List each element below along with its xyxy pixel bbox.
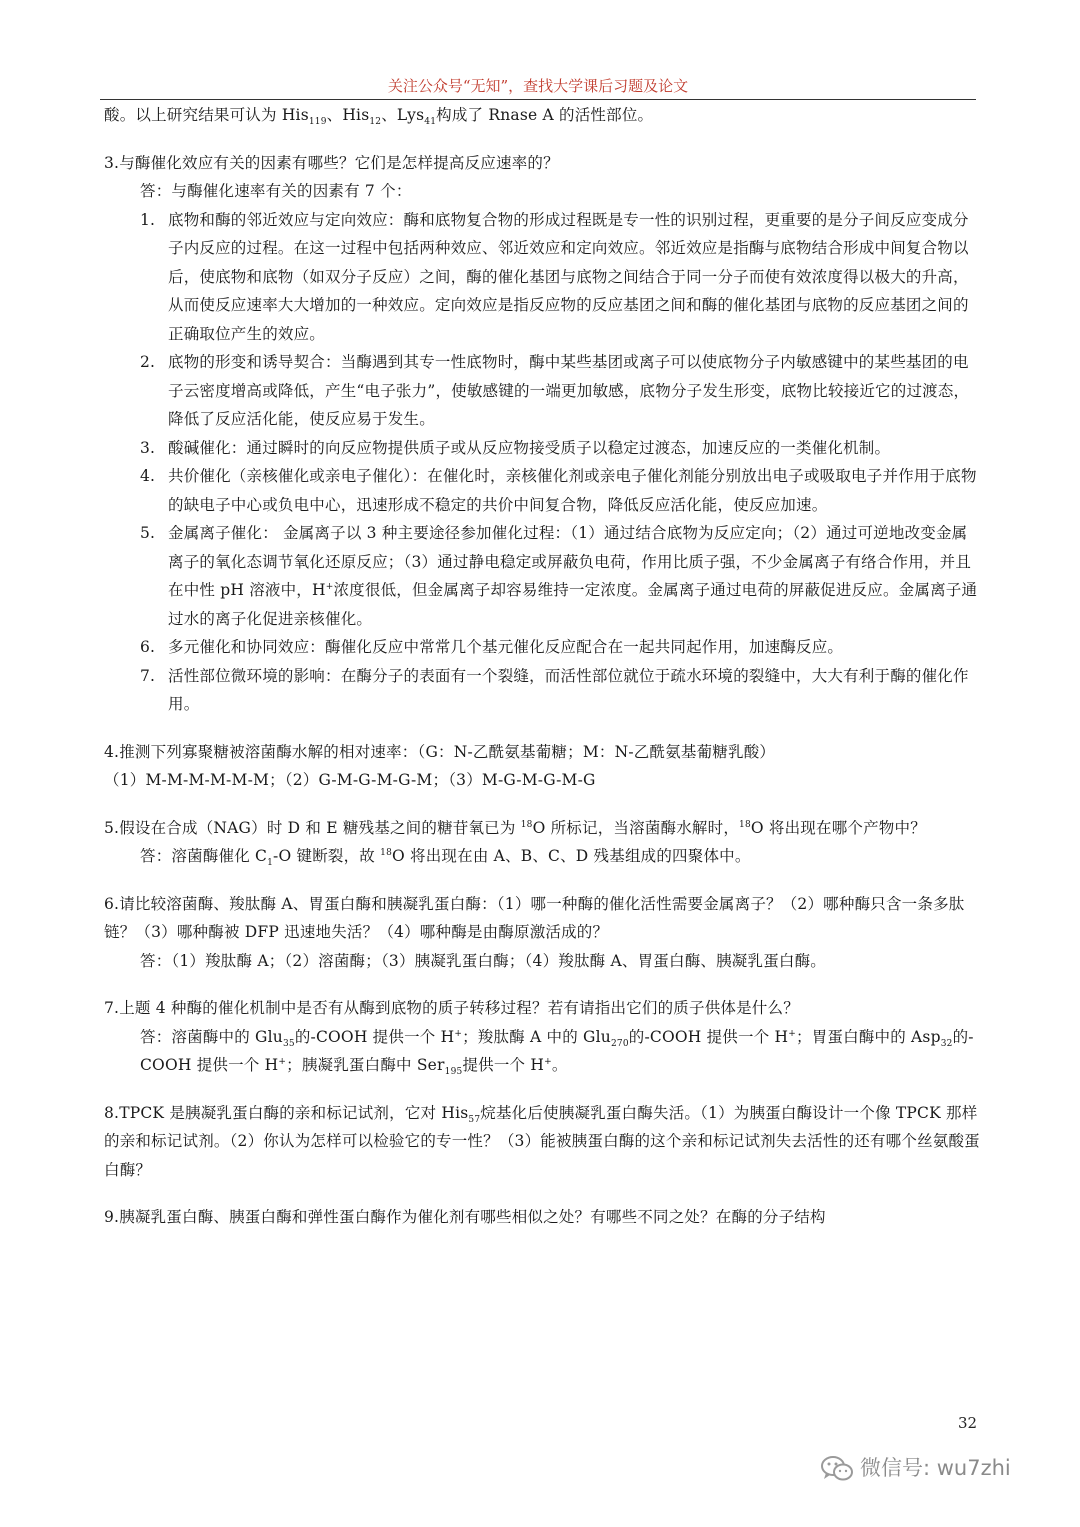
answer-7: 答：溶菌酶中的 Glu$_{35}$的-COOH 提供一个 H+；羧肽酶 A 中的 Glu$_{270}$的-COOH 提供一个 H+；胃蛋白酶中的 Asp$_{32}$的-COOH 提供一个 H+；胰凝乳蛋白酶中 Ser$_{195}$提供一个 H+。 [140, 1027, 974, 1078]
list-item: 3. 酸碱催化：通过瞬时的向反应物提供质子或从反应物接受质子以稳定过渡态，加速反应的一类催化机制。 [140, 438, 891, 457]
wechat-icon [820, 1455, 854, 1483]
list-item: 6. 多元催化和协同效应：酶催化反应中常常几个基元催化反应配合在一起共同起作用，加速酶反应。 [140, 638, 844, 656]
watermark-text: 微信号: wu7zhi [860, 1456, 1011, 1480]
list-item: 2. 底物的形变和诱导契合：当酶遇到其专一性底物时，酶中某些基团或离子可以使底物分子内敏感键中的某些基团的电子云密度增高或降低，产生“电子张力”，使敏感键的一端更加敏感，底物分子发生形变，底物比较接近它的过渡态，降低了反应活化能，使反应易于发生。 [140, 353, 970, 428]
document-body [104, 101, 980, 1232]
list-item: 5. 金属离子催化： 金属离子以 3 种主要途径参加催化过程：（1）通过结合底物为反应定向；（2）通过可逆地改变金属离子的氧化态调节氧化还原反应；（3）通过静电稳定或屏蔽负电荷，作用比质子强，不少金属离子有络合作用，并且在中性 pH 溶液中，H+浓度很低，但金属离子却容易维持一定浓度。金属离子通过电荷的屏蔽促进反应。金属离子通过水的离子化促进亲核催化。 [140, 524, 978, 628]
answer-6: 答：（1）羧肽酶 A；（2）溶菌酶；（3）胰凝乳蛋白酶；（4）羧肽酶 A、胃蛋白酶、胰凝乳蛋白酶。 [140, 951, 826, 970]
question-6: 6.请比较溶菌酶、羧肽酶 A、胃蛋白酶和胰凝乳蛋白酶：（1）哪一种酶的催化活性需要金属离子？（2）哪种酶只含一条多肽链？（3）哪种酶被 DFP 迅速地失活？（4）哪种酶是由酶原激活成的？ [104, 894, 965, 941]
list-item: 4. 共价催化（亲核催化或亲电子催化）：在催化时，亲核催化剂或亲电子催化剂能分别放出电子或吸取电子并作用于底物的缺电子中心或负电中心，迅速形成不稳定的共价中间复合物，降低反应活化能，使反应加速。 [140, 467, 977, 514]
header-rule [100, 99, 976, 100]
wechat-watermark [820, 1452, 1011, 1483]
question-5: 5.假设在合成（NAG）时 D 和 E 糖残基之间的糖苷氧已为 $^{18}$O 所标记，当溶菌酶水解时，$^{18}$O 将出现在哪个产物中？ [104, 818, 926, 837]
question-3: 3.与酶催化效应有关的因素有哪些？它们是怎样提高反应速率的？ [104, 153, 559, 172]
list-item: 1. 底物和酶的邻近效应与定向效应：酶和底物复合物的形成过程既是专一性的识别过程，更重要的是分子间反应变成分子内反应的过程。在这一过程中包括两种效应、邻近效应和定向效应。邻近效应是指酶与底物结合形成中间复合物以后，使底物和底物（如双分子反应）之间，酶的催化基团与底物之间结合于同一分子而使有效浓度得以极大的升高，从而使反应速率大大增加的一种效应。定向效应是指反应物的反应基团之间和酶的催化基团与底物的反应基团之间的正确取位产生的效应。 [140, 210, 969, 343]
intro-paragraph: 酸。以上研究结果可认为 His$_{119}$、His$_{12}$、Lys$_{41}$构成了 Rnase A 的活性部位。 [104, 106, 654, 128]
list-item: 7. 活性部位微环境的影响：在酶分子的表面有一个裂缝，而活性部位就位于疏水环境的裂缝中，大大有利于酶的催化作用。 [140, 666, 969, 713]
question-4: 4.推测下列寡聚糖被溶菌酶水解的相对速率：（G：N-乙酰氨基葡糖；M：N-乙酰氨基葡糖乳酸） [104, 742, 776, 761]
answer-3: 答：与酶催化速率有关的因素有 7 个： [140, 182, 412, 200]
page-number: 32 [958, 1414, 978, 1432]
factor-list [104, 206, 980, 719]
question-9: 9.胰凝乳蛋白酶、胰蛋白酶和弹性蛋白酶作为催化剂有哪些相似之处？有哪些不同之处？在酶的分子结构 [104, 1208, 826, 1226]
page-header: 关注公众号“无知”，查找大学课后习题及论文 [387, 77, 689, 95]
question-8: 8.TPCK 是胰凝乳蛋白酶的亲和标记试剂，它对 His$_{57}$烷基化后使胰凝乳蛋白酶失活。（1）为胰蛋白酶设计一个像 TPCK 那样的亲和标记试剂。（2）你认为怎样可以检验它的专一性？（3）能被胰蛋白酶的这个亲和标记试剂失去活性的还有哪个丝氨酸蛋白酶？ [104, 1103, 980, 1179]
answer-5: 答：溶菌酶催化 $C_1-O$ 键断裂，故 $^{18}$O 将出现在由 A、B、C、D 残基组成的四聚体中。 [140, 847, 751, 869]
question-7: 7.上题 4 种酶的催化机制中是否有从酶到底物的质子转移过程？若有请指出它们的质子供体是什么？ [104, 999, 799, 1017]
question-4-options: （1）M-M-M-M-M-M；（2）G-M-G-M-G-M；（3）M-G-M-G-M-G [104, 771, 596, 789]
